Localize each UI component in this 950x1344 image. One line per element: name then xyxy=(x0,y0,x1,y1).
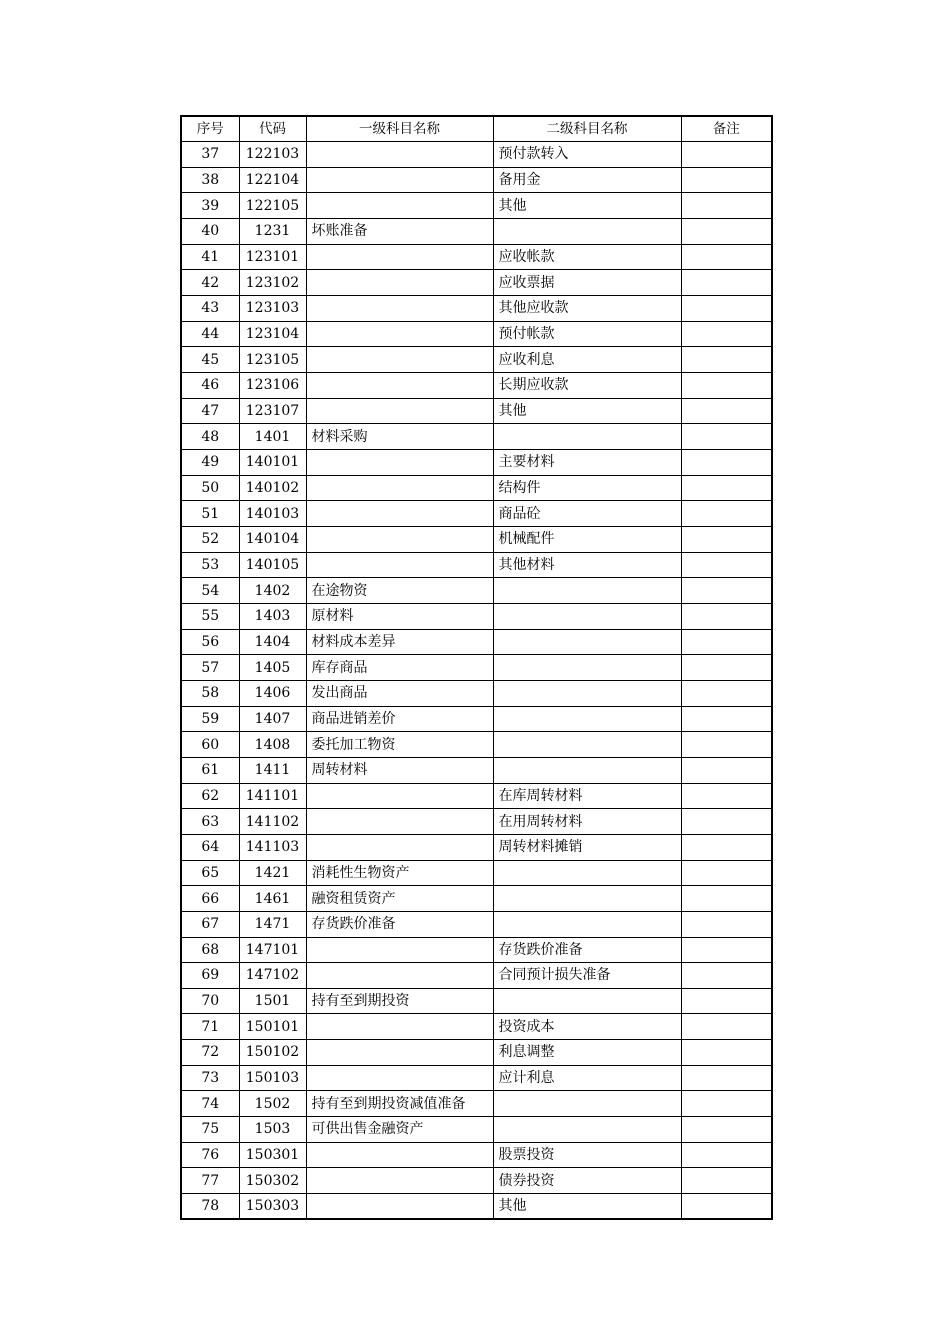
cell-level1-name: 原材料 xyxy=(306,603,493,629)
cell-level1-name: 持有至到期投资 xyxy=(306,988,493,1014)
cell-seq: 41 xyxy=(181,244,239,270)
cell-level2-name xyxy=(493,1091,681,1117)
cell-code: 140102 xyxy=(239,475,306,501)
table-row xyxy=(181,783,772,809)
cell-level2-name: 其他 xyxy=(493,1194,681,1220)
cell-seq: 39 xyxy=(181,193,239,219)
cell-level2-name: 备用金 xyxy=(493,167,681,193)
cell-remark xyxy=(681,1142,772,1168)
account-table xyxy=(180,115,773,1220)
cell-level2-name xyxy=(493,578,681,604)
cell-level1-name xyxy=(306,527,493,553)
cell-remark xyxy=(681,527,772,553)
cell-level1-name: 存货跌价准备 xyxy=(306,911,493,937)
cell-seq: 61 xyxy=(181,757,239,783)
cell-remark xyxy=(681,629,772,655)
header-level1-name: 一级科目名称 xyxy=(306,116,493,142)
cell-level1-name xyxy=(306,450,493,476)
cell-remark xyxy=(681,732,772,758)
cell-code: 141103 xyxy=(239,834,306,860)
cell-level1-name xyxy=(306,167,493,193)
cell-seq: 72 xyxy=(181,1040,239,1066)
cell-level1-name xyxy=(306,1065,493,1091)
cell-level2-name: 应收利息 xyxy=(493,347,681,373)
cell-code: 150103 xyxy=(239,1065,306,1091)
cell-seq: 50 xyxy=(181,475,239,501)
cell-level2-name xyxy=(493,629,681,655)
cell-seq: 46 xyxy=(181,373,239,399)
cell-level2-name: 预付款转入 xyxy=(493,142,681,168)
cell-seq: 54 xyxy=(181,578,239,604)
cell-seq: 57 xyxy=(181,655,239,681)
cell-level2-name: 周转材料摊销 xyxy=(493,834,681,860)
cell-seq: 40 xyxy=(181,219,239,245)
cell-level2-name: 预付帐款 xyxy=(493,321,681,347)
cell-code: 123103 xyxy=(239,296,306,322)
cell-seq: 44 xyxy=(181,321,239,347)
header-level2-name: 二级科目名称 xyxy=(493,116,681,142)
cell-level1-name xyxy=(306,296,493,322)
cell-code: 140101 xyxy=(239,450,306,476)
cell-seq: 74 xyxy=(181,1091,239,1117)
cell-level1-name xyxy=(306,347,493,373)
table-row xyxy=(181,244,772,270)
cell-level2-name xyxy=(493,1117,681,1143)
table-header xyxy=(181,116,772,142)
cell-code: 150303 xyxy=(239,1194,306,1220)
cell-level1-name xyxy=(306,244,493,270)
table-row xyxy=(181,552,772,578)
cell-remark xyxy=(681,1168,772,1194)
cell-level2-name: 在库周转材料 xyxy=(493,783,681,809)
cell-level1-name xyxy=(306,270,493,296)
cell-code: 1402 xyxy=(239,578,306,604)
cell-level1-name: 在途物资 xyxy=(306,578,493,604)
table-row xyxy=(181,629,772,655)
table-row xyxy=(181,1065,772,1091)
cell-code: 1403 xyxy=(239,603,306,629)
cell-remark xyxy=(681,911,772,937)
cell-remark xyxy=(681,1014,772,1040)
cell-code: 1501 xyxy=(239,988,306,1014)
table-row xyxy=(181,1117,772,1143)
cell-remark xyxy=(681,706,772,732)
cell-remark xyxy=(681,398,772,424)
cell-level2-name xyxy=(493,655,681,681)
table-row xyxy=(181,860,772,886)
table-row xyxy=(181,475,772,501)
cell-remark xyxy=(681,937,772,963)
cell-level1-name: 消耗性生物资产 xyxy=(306,860,493,886)
cell-code: 1411 xyxy=(239,757,306,783)
cell-code: 1404 xyxy=(239,629,306,655)
cell-remark xyxy=(681,321,772,347)
table-row xyxy=(181,706,772,732)
cell-seq: 47 xyxy=(181,398,239,424)
cell-level2-name xyxy=(493,603,681,629)
cell-level1-name: 可供出售金融资产 xyxy=(306,1117,493,1143)
table-row xyxy=(181,655,772,681)
cell-level2-name xyxy=(493,680,681,706)
header-seq: 序号 xyxy=(181,116,239,142)
cell-code: 1503 xyxy=(239,1117,306,1143)
cell-remark xyxy=(681,347,772,373)
cell-level2-name: 在用周转材料 xyxy=(493,809,681,835)
cell-code: 1502 xyxy=(239,1091,306,1117)
cell-seq: 66 xyxy=(181,886,239,912)
cell-remark xyxy=(681,501,772,527)
cell-code: 123104 xyxy=(239,321,306,347)
cell-code: 140103 xyxy=(239,501,306,527)
cell-seq: 37 xyxy=(181,142,239,168)
cell-remark xyxy=(681,757,772,783)
cell-seq: 68 xyxy=(181,937,239,963)
cell-code: 123102 xyxy=(239,270,306,296)
cell-level2-name xyxy=(493,988,681,1014)
table-row xyxy=(181,937,772,963)
cell-level2-name: 应收帐款 xyxy=(493,244,681,270)
cell-level2-name: 投资成本 xyxy=(493,1014,681,1040)
cell-remark xyxy=(681,450,772,476)
cell-code: 122105 xyxy=(239,193,306,219)
cell-remark xyxy=(681,270,772,296)
cell-level2-name xyxy=(493,911,681,937)
cell-seq: 67 xyxy=(181,911,239,937)
cell-code: 150101 xyxy=(239,1014,306,1040)
cell-code: 150102 xyxy=(239,1040,306,1066)
table-row xyxy=(181,834,772,860)
cell-seq: 70 xyxy=(181,988,239,1014)
table-row xyxy=(181,963,772,989)
cell-remark xyxy=(681,219,772,245)
cell-seq: 62 xyxy=(181,783,239,809)
cell-remark xyxy=(681,809,772,835)
table-row xyxy=(181,1091,772,1117)
table-row xyxy=(181,270,772,296)
table-row xyxy=(181,501,772,527)
cell-level1-name: 坏账准备 xyxy=(306,219,493,245)
cell-seq: 58 xyxy=(181,680,239,706)
cell-level2-name: 利息调整 xyxy=(493,1040,681,1066)
cell-code: 150302 xyxy=(239,1168,306,1194)
cell-level1-name xyxy=(306,1040,493,1066)
cell-remark xyxy=(681,193,772,219)
cell-level2-name xyxy=(493,732,681,758)
cell-code: 1231 xyxy=(239,219,306,245)
cell-seq: 64 xyxy=(181,834,239,860)
cell-level1-name xyxy=(306,1142,493,1168)
cell-seq: 56 xyxy=(181,629,239,655)
cell-code: 141101 xyxy=(239,783,306,809)
cell-code: 150301 xyxy=(239,1142,306,1168)
cell-remark xyxy=(681,1065,772,1091)
cell-seq: 69 xyxy=(181,963,239,989)
cell-level1-name: 材料成本差异 xyxy=(306,629,493,655)
cell-level2-name: 其他 xyxy=(493,193,681,219)
table-row xyxy=(181,886,772,912)
header-row xyxy=(181,116,772,142)
table-row xyxy=(181,142,772,168)
cell-level1-name xyxy=(306,398,493,424)
table-row xyxy=(181,321,772,347)
cell-level2-name: 机械配件 xyxy=(493,527,681,553)
cell-code: 1406 xyxy=(239,680,306,706)
cell-code: 1401 xyxy=(239,424,306,450)
cell-level1-name: 材料采购 xyxy=(306,424,493,450)
cell-level1-name xyxy=(306,834,493,860)
cell-seq: 43 xyxy=(181,296,239,322)
cell-remark xyxy=(681,1117,772,1143)
cell-level2-name: 商品砼 xyxy=(493,501,681,527)
cell-seq: 65 xyxy=(181,860,239,886)
cell-level2-name: 其他 xyxy=(493,398,681,424)
table-row xyxy=(181,1194,772,1220)
cell-remark xyxy=(681,963,772,989)
cell-level1-name xyxy=(306,963,493,989)
cell-level1-name xyxy=(306,552,493,578)
cell-code: 140104 xyxy=(239,527,306,553)
table-row xyxy=(181,1014,772,1040)
cell-remark xyxy=(681,1040,772,1066)
table-row xyxy=(181,578,772,604)
table-row xyxy=(181,1142,772,1168)
cell-level1-name: 委托加工物资 xyxy=(306,732,493,758)
table-row xyxy=(181,167,772,193)
cell-seq: 52 xyxy=(181,527,239,553)
table-row xyxy=(181,988,772,1014)
cell-code: 123101 xyxy=(239,244,306,270)
cell-level1-name: 商品进销差价 xyxy=(306,706,493,732)
cell-code: 122104 xyxy=(239,167,306,193)
cell-seq: 49 xyxy=(181,450,239,476)
cell-seq: 78 xyxy=(181,1194,239,1220)
cell-level1-name xyxy=(306,501,493,527)
cell-code: 1421 xyxy=(239,860,306,886)
cell-level2-name xyxy=(493,860,681,886)
cell-seq: 71 xyxy=(181,1014,239,1040)
table-row xyxy=(181,911,772,937)
table-row xyxy=(181,1040,772,1066)
cell-seq: 48 xyxy=(181,424,239,450)
table-row xyxy=(181,1168,772,1194)
cell-seq: 73 xyxy=(181,1065,239,1091)
cell-seq: 45 xyxy=(181,347,239,373)
cell-level1-name xyxy=(306,1194,493,1220)
table-row xyxy=(181,424,772,450)
cell-remark xyxy=(681,244,772,270)
cell-level1-name xyxy=(306,373,493,399)
cell-level2-name: 结构件 xyxy=(493,475,681,501)
cell-level1-name: 持有至到期投资减值准备 xyxy=(306,1091,493,1117)
cell-code: 147101 xyxy=(239,937,306,963)
header-remark: 备注 xyxy=(681,116,772,142)
cell-remark xyxy=(681,886,772,912)
cell-code: 122103 xyxy=(239,142,306,168)
table-row xyxy=(181,527,772,553)
table-row xyxy=(181,603,772,629)
table-body xyxy=(181,142,772,1220)
cell-level1-name xyxy=(306,809,493,835)
header-code: 代码 xyxy=(239,116,306,142)
cell-level1-name: 周转材料 xyxy=(306,757,493,783)
cell-level1-name xyxy=(306,142,493,168)
cell-level2-name: 存货跌价准备 xyxy=(493,937,681,963)
cell-seq: 53 xyxy=(181,552,239,578)
cell-code: 147102 xyxy=(239,963,306,989)
cell-level1-name: 库存商品 xyxy=(306,655,493,681)
cell-remark xyxy=(681,142,772,168)
cell-remark xyxy=(681,167,772,193)
cell-remark xyxy=(681,552,772,578)
table-row xyxy=(181,219,772,245)
cell-remark xyxy=(681,680,772,706)
cell-level1-name xyxy=(306,321,493,347)
cell-level2-name: 股票投资 xyxy=(493,1142,681,1168)
cell-level1-name xyxy=(306,193,493,219)
cell-level2-name xyxy=(493,757,681,783)
table-row xyxy=(181,450,772,476)
cell-code: 123105 xyxy=(239,347,306,373)
cell-code: 1408 xyxy=(239,732,306,758)
cell-remark xyxy=(681,783,772,809)
cell-seq: 59 xyxy=(181,706,239,732)
cell-remark xyxy=(681,475,772,501)
cell-level1-name xyxy=(306,1168,493,1194)
cell-remark xyxy=(681,1091,772,1117)
table-row xyxy=(181,680,772,706)
cell-seq: 76 xyxy=(181,1142,239,1168)
cell-level2-name: 应收票据 xyxy=(493,270,681,296)
table-row xyxy=(181,373,772,399)
cell-seq: 38 xyxy=(181,167,239,193)
cell-level2-name: 主要材料 xyxy=(493,450,681,476)
cell-remark xyxy=(681,424,772,450)
table-row xyxy=(181,757,772,783)
table-row xyxy=(181,732,772,758)
cell-remark xyxy=(681,834,772,860)
cell-level2-name xyxy=(493,706,681,732)
cell-code: 1471 xyxy=(239,911,306,937)
cell-level2-name: 应计利息 xyxy=(493,1065,681,1091)
cell-code: 123106 xyxy=(239,373,306,399)
cell-seq: 75 xyxy=(181,1117,239,1143)
cell-seq: 42 xyxy=(181,270,239,296)
cell-level2-name xyxy=(493,424,681,450)
cell-seq: 63 xyxy=(181,809,239,835)
cell-level1-name: 融资租赁资产 xyxy=(306,886,493,912)
cell-level1-name xyxy=(306,783,493,809)
cell-level2-name xyxy=(493,886,681,912)
cell-seq: 60 xyxy=(181,732,239,758)
cell-level2-name: 债券投资 xyxy=(493,1168,681,1194)
table-row xyxy=(181,347,772,373)
table-row xyxy=(181,296,772,322)
cell-level1-name xyxy=(306,475,493,501)
cell-remark xyxy=(681,373,772,399)
table-row xyxy=(181,398,772,424)
cell-remark xyxy=(681,578,772,604)
cell-code: 1461 xyxy=(239,886,306,912)
cell-remark xyxy=(681,603,772,629)
cell-level2-name: 其他应收款 xyxy=(493,296,681,322)
cell-level2-name: 长期应收款 xyxy=(493,373,681,399)
cell-level1-name: 发出商品 xyxy=(306,680,493,706)
cell-code: 141102 xyxy=(239,809,306,835)
cell-code: 1405 xyxy=(239,655,306,681)
cell-level2-name: 其他材料 xyxy=(493,552,681,578)
cell-level1-name xyxy=(306,937,493,963)
cell-seq: 77 xyxy=(181,1168,239,1194)
cell-seq: 51 xyxy=(181,501,239,527)
cell-seq: 55 xyxy=(181,603,239,629)
cell-remark xyxy=(681,296,772,322)
cell-remark xyxy=(681,988,772,1014)
cell-code: 1407 xyxy=(239,706,306,732)
cell-code: 123107 xyxy=(239,398,306,424)
table-row xyxy=(181,193,772,219)
cell-remark xyxy=(681,655,772,681)
cell-remark xyxy=(681,1194,772,1220)
cell-remark xyxy=(681,860,772,886)
cell-code: 140105 xyxy=(239,552,306,578)
table-row xyxy=(181,809,772,835)
cell-level2-name xyxy=(493,219,681,245)
cell-level2-name: 合同预计损失准备 xyxy=(493,963,681,989)
cell-level1-name xyxy=(306,1014,493,1040)
